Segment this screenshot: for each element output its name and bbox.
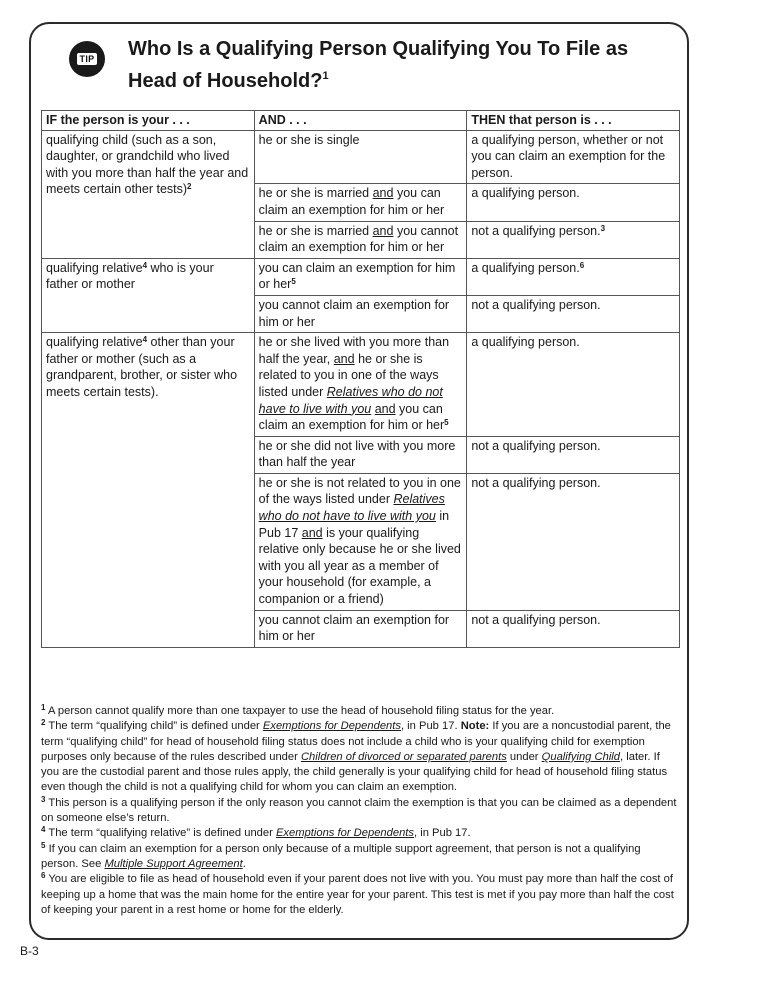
and-emphasis: and	[372, 186, 394, 201]
and-text: he or she is single	[258, 132, 360, 147]
page-number: B-3	[20, 944, 39, 958]
exemptions-link[interactable]: Exemptions for Dependents	[275, 827, 415, 840]
exemptions-link[interactable]: Exemptions for Dependents	[262, 720, 401, 733]
person-text: qualifying relative	[46, 260, 143, 275]
and-text: you cannot claim an exemption for him or her	[258, 223, 459, 255]
title-footnote-ref: 1	[322, 70, 329, 82]
footnote-text: If you are a noncustodial parent, the term “qualifying child” for head of household filing status does not include a child who is your qualifying child for exemption purposes only because of the rules described under	[41, 720, 671, 763]
and-cell	[254, 130, 467, 184]
footnote-ref: 3	[600, 223, 606, 233]
then-text: not a qualifying person.	[471, 612, 601, 627]
page-title	[128, 36, 668, 95]
footnote-1	[41, 704, 677, 719]
tip-icon	[69, 41, 105, 77]
then-text: not a qualifying person.	[471, 438, 601, 453]
then-text: not a qualifying person.	[471, 475, 601, 490]
footnote-ref: 2	[187, 182, 192, 192]
footnote-5	[41, 842, 677, 873]
then-cell	[467, 130, 680, 184]
footnote-text: The term “qualifying relative” is defined under	[48, 827, 276, 840]
header-then: THEN that person is . . .	[467, 111, 680, 131]
and-text: you can claim an exemption for him or her	[258, 401, 445, 433]
footnote-ref: 5	[291, 277, 296, 287]
multiple-support-link[interactable]: Multiple Support Agreement	[104, 857, 243, 870]
footnote-text: The term “qualifying child” is defined under	[48, 720, 263, 733]
header-and: AND . . .	[254, 111, 467, 131]
footnote-ref: 5	[444, 418, 449, 428]
and-text: he or she is not related to you in one of the ways listed under	[258, 475, 461, 507]
and-text: you can claim an exemption for him or her	[258, 186, 445, 217]
title-text: Who Is a Qualifying Person Qualifying You To File as Head of Household?	[128, 38, 629, 92]
footnote-text: , in Pub 17.	[414, 827, 471, 840]
table-header-row	[42, 111, 680, 131]
table-row	[42, 333, 680, 437]
footnote-text: , in Pub 17.	[400, 720, 461, 733]
footnote-6	[41, 872, 677, 918]
person-cell	[42, 333, 255, 648]
then-text: a qualifying person.	[471, 335, 580, 350]
header-if: IF the person is your . . .	[42, 111, 255, 131]
footnote-number: 2	[41, 718, 46, 728]
qualifying-person-table	[41, 110, 680, 648]
footnote-4	[41, 826, 677, 841]
and-text: you cannot claim an exemption for him or her	[258, 297, 450, 329]
footnote-text: This person is a qualifying person if the only reason you cannot claim the exemption is that you can be claimed as a dependent on someone else’s return.	[41, 796, 677, 825]
and-emphasis: and	[372, 223, 394, 238]
person-text: qualifying child (such as a son, daughter, or grandchild who lived with you more than half the year and meets certain other tests)	[46, 132, 249, 197]
footnote-text: A person cannot qualify more than one taxpayer to use the head of household filing status for the year.	[47, 705, 555, 717]
children-divorced-link[interactable]: Children of divorced or separated parents	[300, 750, 507, 763]
and-cell	[254, 184, 467, 221]
footnotes	[41, 704, 677, 918]
tip-label: TIP	[77, 53, 98, 65]
footnote-ref: 4	[142, 260, 148, 270]
table-row	[42, 258, 680, 295]
and-text: you can claim an exemption for him or her	[258, 260, 456, 292]
person-cell	[42, 130, 255, 258]
footnote-text: .	[242, 857, 246, 870]
then-cell	[467, 258, 680, 295]
relatives-link[interactable]: Relatives who do not have to live with you	[258, 384, 443, 416]
note-label: Note:	[460, 720, 490, 733]
then-text: a qualifying person, whether or not you can claim an exemption for the person.	[471, 132, 666, 180]
footnote-ref: 4	[142, 335, 148, 345]
and-cell	[254, 436, 467, 473]
then-text: not a qualifying person.	[471, 223, 601, 238]
table-row	[42, 130, 680, 184]
then-cell	[467, 610, 680, 647]
then-text: not a qualifying person.	[471, 297, 601, 312]
and-text: he or she is related to you in one of the ways listed under	[258, 351, 439, 399]
and-text: he or she lived with you more than half the year,	[258, 335, 450, 366]
footnote-2	[41, 719, 677, 795]
and-text: he or she is married	[258, 223, 373, 238]
then-text: a qualifying person.	[471, 260, 580, 275]
footnote-number: 5	[41, 840, 46, 850]
footnote-ref: 6	[579, 260, 585, 270]
and-text: in Pub 17	[258, 509, 450, 540]
then-cell	[467, 436, 680, 473]
footnote-number: 1	[41, 703, 46, 712]
and-cell	[254, 258, 467, 295]
footnote-number: 3	[41, 794, 46, 804]
footnote-number: 4	[41, 825, 46, 835]
relatives-link[interactable]: Relatives who do not have to live with you	[258, 492, 445, 524]
then-cell	[467, 333, 680, 437]
and-emphasis: and	[301, 525, 323, 540]
person-text: other than your father or mother (such as a grandparent, brother, or sister who meets certain tests).	[46, 335, 238, 399]
footnote-number: 6	[41, 871, 46, 881]
person-cell	[42, 258, 255, 332]
and-cell	[254, 333, 467, 437]
and-emphasis: and	[333, 351, 355, 366]
then-cell	[467, 473, 680, 610]
and-cell	[254, 610, 467, 647]
and-cell	[254, 295, 467, 332]
and-text: he or she did not live with you more than half the year	[258, 438, 456, 470]
footnote-text: under	[506, 750, 542, 763]
qualifying-child-link[interactable]: Qualifying Child	[541, 750, 621, 763]
footnote-text: You are eligible to file as head of household even if your parent does not live with you. You must pay more than half the cost of keeping up a home that was the main home for the entire year for your parent. This test is met if you pay more than half the cost of keeping your parent in a rest home or home for the elderly.	[41, 873, 674, 916]
footnote-text: If you can claim an exemption for a person only because of a multiple support agreement, that person is not a qualifying person. See	[41, 842, 641, 870]
and-text: is your qualifying relative only because he or she lived with you all year as a member of your household (for example, a companion or a friend)	[258, 525, 461, 607]
then-cell	[467, 295, 680, 332]
and-cell	[254, 473, 467, 610]
and-text: you cannot claim an exemption for him or her	[258, 612, 450, 644]
footnote-text: , later. If you are the custodial parent and those rules apply, the child generally is your qualifying child for head of household filing status even though the child is not a qualifying child for whom you can claim an exemption.	[41, 750, 668, 794]
person-text: qualifying relative	[46, 335, 143, 350]
footnote-3	[41, 796, 677, 827]
then-text: a qualifying person.	[471, 186, 580, 201]
then-cell	[467, 184, 680, 221]
and-emphasis: and	[374, 401, 396, 416]
and-cell	[254, 221, 467, 258]
then-cell	[467, 221, 680, 258]
and-text: he or she is married	[258, 186, 373, 201]
person-text: who is your father or mother	[46, 260, 214, 292]
